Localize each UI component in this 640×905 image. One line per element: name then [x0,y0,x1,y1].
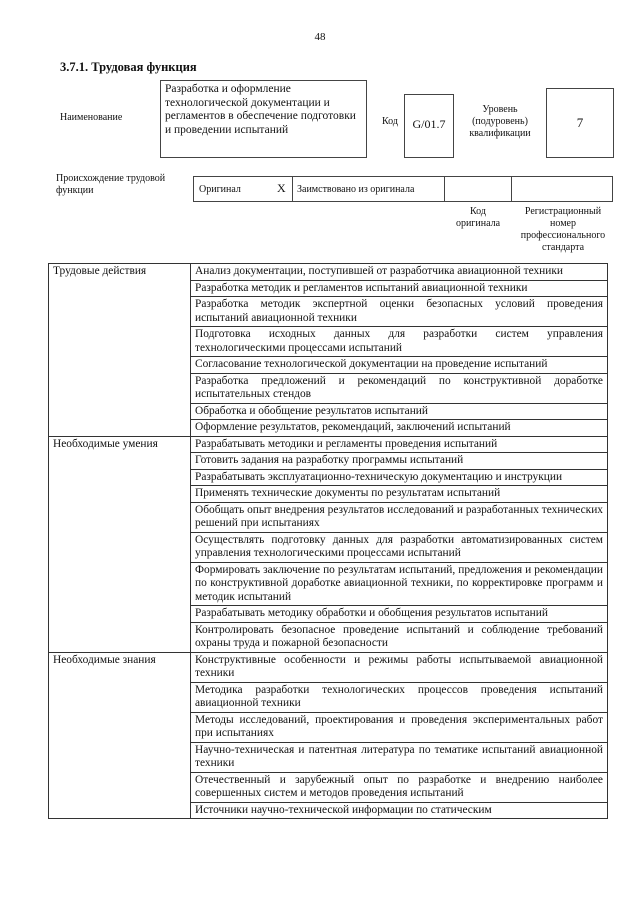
list-item: Отечественный и зарубежный опыт по разработке и внедрению наиболее совершенных систем и методов проведения испытаний [191,772,608,802]
code-original-label: Код оригинала [455,206,501,229]
origin-divider-1 [292,177,293,201]
list-item: Разработка методик экспертной оценки безопасных условий проведения испытаний авиационной техники [191,297,608,327]
list-item: Разрабатывать эксплуатационно-техническую документацию и инструкции [191,469,608,486]
list-item: Применять технические документы по результатам испытаний [191,486,608,503]
reg-number-label: Регистрационный номер профессионального стандарта [520,206,606,253]
origin-divider-3 [511,177,512,201]
function-name-box: Разработка и оформление технологической документации и регламентов в обеспечение подготовки и проведении испытаний [160,80,367,158]
origin-box [193,176,613,202]
table-row [49,652,608,682]
list-item: Методы исследований, проектирования и проведения экспериментальных работ при испытаниях [191,712,608,742]
list-item: Разрабатывать методики и регламенты проведения испытаний [191,436,608,453]
table-row [49,264,608,281]
code-box: G/01.7 [404,94,454,158]
list-item: Контролировать безопасное проведение испытаний и соблюдение требований охраны труда и пожарной безопасности [191,622,608,652]
list-item: Методика разработки технологических процессов проведения испытаний авиационной техники [191,682,608,712]
code-label: Код [382,116,398,127]
name-label: Наименование [60,112,123,123]
category-required-skills: Необходимые умения [49,436,191,652]
list-item: Подготовка исходных данных для разработки систем управления технологическими процессами испытаний [191,327,608,357]
list-item: Оформление результатов, рекомендаций, заключений испытаний [191,420,608,437]
table-row [49,436,608,453]
list-item: Формировать заключение по результатам испытаний, предложения и рекомендации по конструктивной доработке авиационной техники, по корректировке программ и методик испытаний [191,562,608,606]
origin-label: Происхождение трудовой функции [56,173,166,196]
list-item: Осуществлять подготовку данных для разработки автоматизированных систем управления технологическими процессами испытаний [191,532,608,562]
list-item: Обобщать опыт внедрения результатов исследований и разработанных технических решений при испытаниях [191,502,608,532]
origin-divider-2 [444,177,445,201]
list-item: Анализ документации, поступившей от разработчика авиационной техники [191,264,608,281]
level-label: Уровень (подуровень) квалификации [469,104,531,139]
list-item: Разработка методик и регламентов испытаний авиационной техники [191,280,608,297]
list-item: Согласование технологической документации на проведение испытаний [191,357,608,374]
function-content-table [48,263,608,819]
section-title: 3.7.1. Трудовая функция [60,60,197,74]
list-item: Разработка предложений и рекомендаций по конструктивной доработке испытательных стендов [191,373,608,403]
category-labor-actions: Трудовые действия [49,264,191,437]
original-mark: X [277,181,286,195]
list-item: Конструктивные особенности и режимы работы испытываемой авиационной техники [191,652,608,682]
list-item: Готовить задания на разработку программы испытаний [191,453,608,470]
original-label: Оригинал [199,184,241,195]
category-required-knowledge: Необходимые знания [49,652,191,819]
list-item: Разрабатывать методику обработки и обобщения результатов испытаний [191,606,608,623]
list-item: Источники научно-технической информации по статическим [191,802,608,819]
level-box: 7 [546,88,614,158]
borrowed-label: Заимствовано из оригинала [297,184,415,195]
page-number: 48 [314,31,326,43]
list-item: Обработка и обобщение результатов испытаний [191,403,608,420]
list-item: Научно-техническая и патентная литература по тематике испытаний авиационной техники [191,742,608,772]
